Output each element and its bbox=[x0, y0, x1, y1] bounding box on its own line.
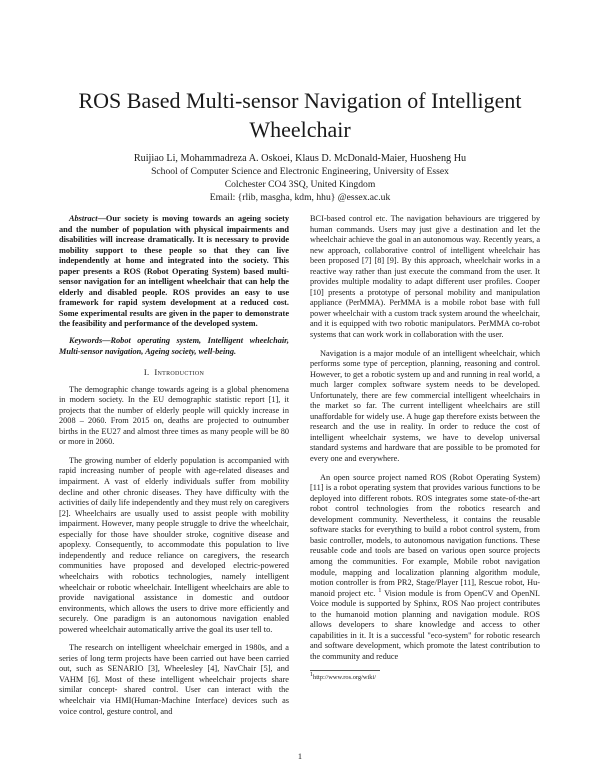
left-column bbox=[59, 214, 289, 725]
intro-paragraph-4: BCI-based control etc. The navigation behaviours are triggered by human commands. Users may just give a destination and let the wheelchair achieve the goal in an autonomous way. Recently years, a new approach, collaborative control of intelligent wheelchair has been proposed [7] [8] [9]. By this approach, wheelchair works in a reactive way rather than just execute the command from the user. It provides multiple modality to adapt different user profiles. Cooper [10] presents a prototype of personal mobility and manipulation appliance (PerMMA). PerMMA is a mobile robot base with full power wheelchair with a custom track system around the wheelchair, and it is equipped with two robotic manipulators. PerMMA co-robot systems that can work work in collaboration with the user. bbox=[310, 214, 540, 340]
intro-paragraph-2: The growing number of elderly population is accompanied with rapid increasing number of people with age-related diseases and impairment. A vast of elderly individuals suffer from mobility decline and other chronic diseases. They have difficulty with the activities of daily life independently and they must rely on caregivers [2]. Wheelchairs are usually used to assist people with mobility impairment. However, many people struggle to drive the wheelchair, especially for those have shoulder stroke, cognitive disease and apoplexy. Consequently, to accommodate this population to live independently and reduce reliance on caregivers, the research communities have proposed and developed electric-powered wheelchairs with robotics technologies, namely intelligent wheelchair or robotic wheelchair. Intelligent wheelchairs are able to provide navigational assistance in domestic and outdoor environments, which allows the users to drive more efficiently and securely. One paradigm is an autonomous navigation enabled powered wheelchair automatically arrive the goal its user tell to. bbox=[59, 455, 289, 634]
intro-paragraph-6b: Vision module is from OpenCV and OpenNI. Voice module is supported by Sphinx, ROS Nao project contributes to the humanoid motion planning and navigation module. ROS allows developers to share knowledge and access to other capabilities in it. It is a successful "eco-system" for robotic research and software development, which promote the latest contribution to the community and reduce bbox=[310, 588, 540, 661]
page-number: 1 bbox=[297, 752, 303, 761]
section-number: I. bbox=[143, 367, 150, 378]
section-heading-introduction bbox=[59, 367, 289, 378]
author-affiliation: School of Computer Science and Electronic Engineering, University of Essex bbox=[151, 166, 449, 177]
paper-title: ROS Based Multi-sensor Navigation of Intelligent Wheelchair bbox=[78, 88, 522, 142]
author-block bbox=[30, 152, 570, 204]
keywords: Keywords—Robot operating system, Intelligent wheelchair, Multi-sensor navigation, Ageing society, well-being. bbox=[59, 336, 289, 356]
author-address: Colchester CO4 3SQ, United Kingdom bbox=[224, 179, 376, 190]
author-email: Email: {rlib, masgha, kdm, hhu} @essex.ac.uk bbox=[209, 192, 391, 203]
intro-paragraph-6 bbox=[310, 473, 540, 663]
abstract-text: Our society is moving towards an ageing society and the number of population with physical impairments and disabilities will increase dramatically. It is necessary to provide mobility support to these people so that they can live independently at home and integrated into the society. This paper presents a ROS (Robot Operating System) based multi-sensor navigation for an intelligent wheelchair that can help the elderly and disabled people. ROS provides an easy to use framework for rapid system development at a reduced cost. Some experimental results are given in the paper to demonstrate the feasibility and performance of the developed system. bbox=[59, 214, 289, 329]
intro-paragraph-1: The demographic change towards ageing is a global phenomena in modern society. In the EU demographic statistic report [1], it projects that the number of elderly people will quickly increase in 2008 – 2060. From 2015 on, deaths are projected to outnumber births in the EU27 and almost three times as many people will be 80 or more in 2060. bbox=[59, 384, 289, 447]
section-title: Introduction bbox=[154, 367, 205, 378]
intro-paragraph-5: Navigation is a major module of an intelligent wheelchair, which performs some type of perception, planning, reasoning and control. However, to get a robotic system up and and running in real world, a much larger complex software system needs to be developed. Unfortunately, there are few commercial intelligent wheelchairs in the market so far. The current intelligent wheelchairs are still unaffordable for widely use. A huge gap therefore exists between the research and the use in reality. In order to reduce the cost of intelligent wheelchair systems, we have to develop universal standard systems and hardware that are possible to be promoted for every one and everywhere. bbox=[310, 348, 540, 464]
keywords-label: Keywords bbox=[69, 336, 103, 346]
author-names: Ruijiao Li, Mohammadreza A. Oskoei, Klaus D. McDonald-Maier, Huosheng Hu bbox=[133, 153, 467, 164]
footnote-link[interactable]: http://www.ros.org/wiki/ bbox=[313, 674, 377, 682]
keywords-text: Robot operating system, Intelligent wheelchair, Multi-sensor navigation, Ageing society, well-being. bbox=[59, 336, 289, 356]
abstract: Abstract—Our society is moving towards an ageing society and the number of population with physical impairments and disabilities will increase dramatically. It is necessary to provide mobility support to these people so that they can live independently at home and integrated into the society. This paper presents a ROS (Robot Operating System) based multi-sensor navigation for an intelligent wheelchair that can help the elderly and disabled people. ROS provides an easy to use framework for rapid system development at a reduced cost. Some experimental results are given in the paper to demonstrate the feasibility and performance of the developed system. bbox=[59, 214, 289, 329]
footnote bbox=[310, 674, 540, 682]
footnote-number: 1 bbox=[310, 672, 313, 679]
abstract-label: Abstract bbox=[69, 214, 98, 223]
intro-paragraph-3: The research on intelligent wheelchair emerged in 1980s, and a series of long term projects have been carried out have been carried out, such as SENARIO [3], Wheelesley [4], NavChair [5], and VAHM [6]. Most of these intelligent wheelchair projects share similar concept- shared control. User can interact with the wheelchair via HMI(Human-Machine Interface) devices such as voice control, gesture control, and bbox=[59, 643, 289, 716]
intro-paragraph-6a: An open source project named ROS (Robot Operating System) [11] is a robot operating system that provides various functions to be deployed into different robots. ROS integrates some state-of-the-art robot control technologies from the robotics research and development community. Nevertheless, it contains the reusable software stacks for everything to build a robot control system, from basic controller, models, to autonomous navigation functions. These reusable code and tools are based on various open source projects among the communities. For example, Mobile robot navigation module, mapping and localization planning algorithm module, motion controller is from PR2, Stage/Player [11], Rescue robot, Hu-manoid project etc. bbox=[310, 472, 540, 598]
right-column bbox=[310, 214, 540, 682]
footnote-marker: 1 bbox=[378, 587, 382, 594]
footnote-rule bbox=[310, 670, 380, 671]
